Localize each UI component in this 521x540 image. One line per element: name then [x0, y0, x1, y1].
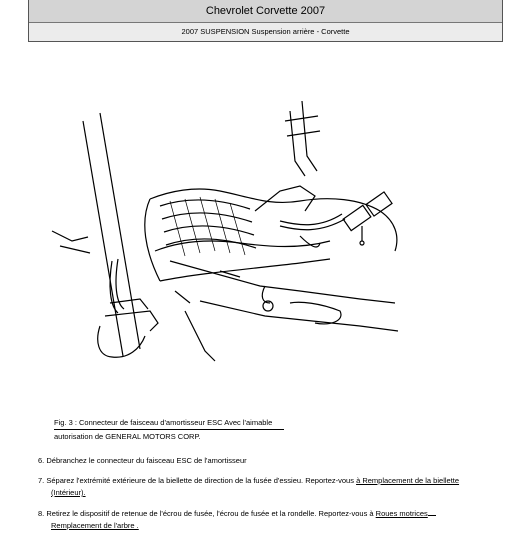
link-biellette-replacement-cont[interactable]: (Intérieur). [51, 488, 86, 497]
step-8 [38, 507, 508, 532]
step-text: Retirez le dispositif de retenue de l'écrou de fusée, l'écrou de fusée et la rondelle. Reportez-vous à [46, 509, 376, 518]
step-text: Débranchez le connecteur du faisceau ESC de l'amortisseur [46, 456, 247, 465]
document-title: Chevrolet Corvette 2007 [29, 0, 502, 23]
step-number: 6. [38, 456, 45, 465]
procedure-steps [38, 455, 508, 540]
link-arbre-replacement[interactable]: Remplacement de l'arbre . [51, 521, 139, 530]
caption-line-2: autorisation de GENERAL MOTORS CORP. [54, 432, 201, 441]
step-7 [38, 475, 508, 499]
document-subtitle: 2007 SUSPENSION Suspension arrière - Corvette [29, 23, 502, 41]
step-number: 7. [38, 476, 45, 485]
figure-caption [54, 416, 284, 443]
caption-line-1: Fig. 3 : Connecteur de faisceau d'amortisseur ESC Avec l'aimable [54, 416, 284, 430]
suspension-illustration [0, 41, 521, 411]
step-text: Séparez l'extrémité extérieure de la biellette de direction de la fusée d'essieu. Reportez-vous [46, 476, 357, 485]
step-number: 8. [38, 509, 45, 518]
link-roues-motrices[interactable]: Roues motrices [375, 509, 428, 518]
document-header [28, 0, 503, 42]
step-6 [38, 455, 508, 467]
link-biellette-replacement[interactable]: à Remplacement de la biellette [356, 476, 460, 485]
